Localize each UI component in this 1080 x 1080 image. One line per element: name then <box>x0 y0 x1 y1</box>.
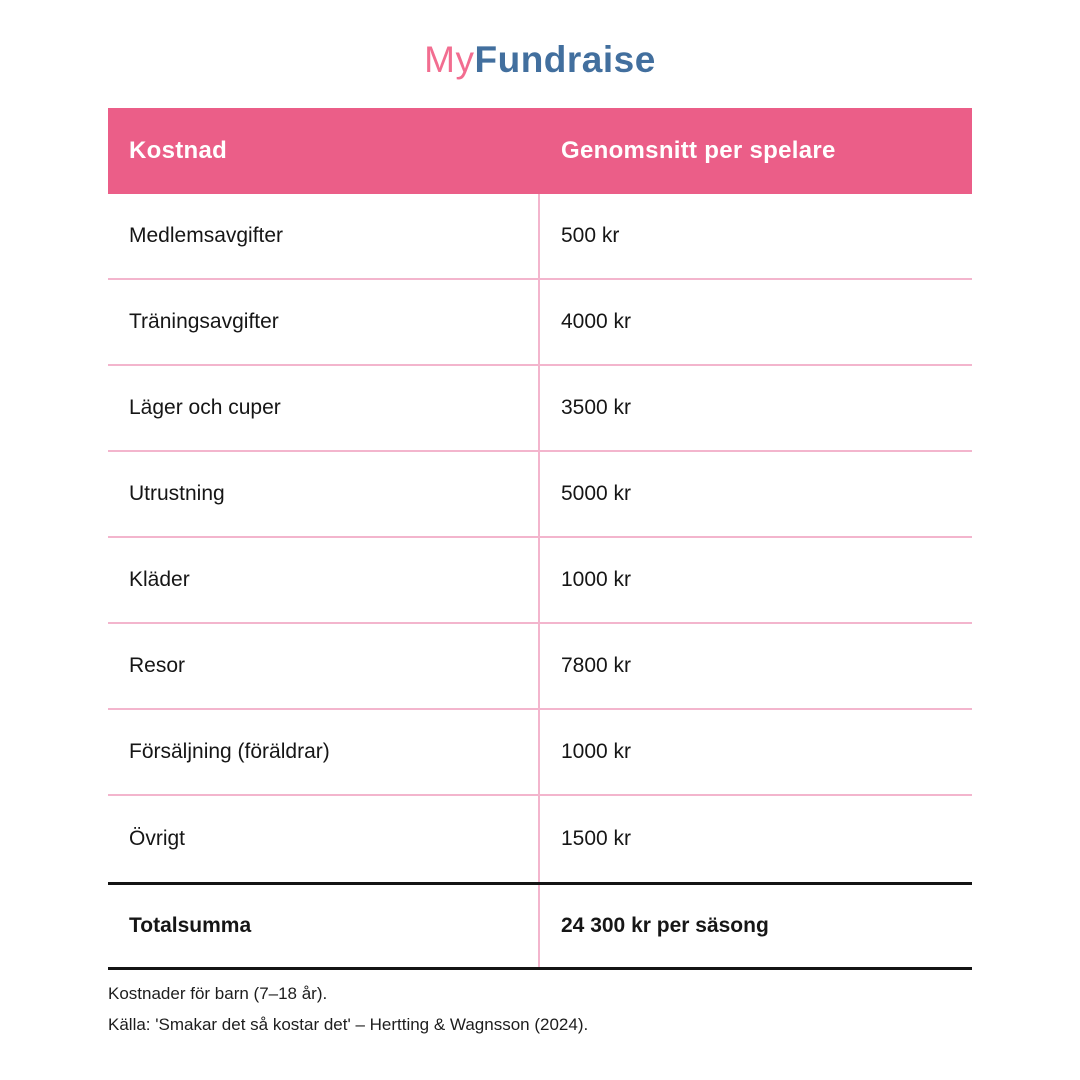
total-value: 24 300 kr per säsong <box>561 914 769 937</box>
footnote-line-1: Kostnader för barn (7–18 år). <box>108 984 328 1003</box>
table-row <box>108 624 972 710</box>
column-header-genomsnitt: Genomsnitt per spelare <box>561 137 836 164</box>
table-row <box>108 366 972 452</box>
cost-table <box>108 108 972 970</box>
logo-text-fundraise: Fundraise <box>474 39 656 80</box>
cost-label: Utrustning <box>108 452 540 536</box>
table-header-row <box>108 108 972 194</box>
cost-value: 1000 kr <box>561 740 632 763</box>
cost-value: 5000 kr <box>561 482 632 505</box>
cost-label: Medlemsavgifter <box>108 194 540 278</box>
cost-value: 4000 kr <box>561 310 632 333</box>
column-header-kostnad: Kostnad <box>129 137 228 164</box>
table-row <box>108 194 972 280</box>
footnotes <box>108 978 588 1040</box>
table-body <box>108 194 972 882</box>
cost-value: 7800 kr <box>561 654 632 677</box>
cost-value: 500 kr <box>561 224 620 247</box>
total-label: Totalsumma <box>108 885 540 967</box>
cost-label: Träningsavgifter <box>108 280 540 364</box>
table-row <box>108 710 972 796</box>
total-row <box>108 882 972 970</box>
logo-text-my: My <box>424 39 475 80</box>
table-row <box>108 796 972 882</box>
table-row <box>108 538 972 624</box>
table-row <box>108 280 972 366</box>
cost-value: 3500 kr <box>561 396 632 419</box>
footnote-line-2: Källa: 'Smakar det så kostar det' – Hertting & Wagnsson (2024). <box>108 1015 589 1034</box>
cost-label: Övrigt <box>108 796 540 882</box>
cost-label: Kläder <box>108 538 540 622</box>
cost-label: Resor <box>108 624 540 708</box>
logo <box>0 38 1080 82</box>
cost-value: 1000 kr <box>561 568 632 591</box>
cost-label: Försäljning (föräldrar) <box>108 710 540 794</box>
cost-label: Läger och cuper <box>108 366 540 450</box>
cost-value: 1500 kr <box>561 827 632 850</box>
table-row <box>108 452 972 538</box>
